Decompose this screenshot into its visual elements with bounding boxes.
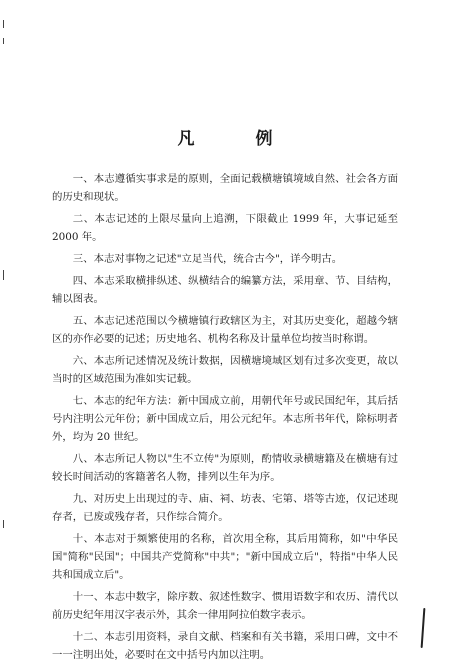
note-paragraph-9: 九、对历史上出现过的寺、庙、祠、坊表、宅第、塔等古迹，仅记述现存者，已废或残存者，只作综合简介。 [52, 493, 398, 523]
note-paragraph-8: 八、本志所记人物以"生不立传"为原则，酌情收录横塘籍及在横塘有过较长时间活动的客籍著名人物，排列以生年为序。 [52, 453, 398, 483]
scan-edge-line [421, 608, 426, 648]
scan-margin-mark [3, 520, 4, 528]
page-title: 凡 例 [177, 129, 295, 149]
note-paragraph-7: 七、本志的纪年方法：新中国成立前，用朝代年号或民国纪年，其后括号内注明公元年份；新中国成立后，用公元纪年。本志所书年代，除标明者外，均为 20 世纪。 [52, 395, 398, 443]
note-paragraph-5: 五、本志记述范围以今横塘镇行政辖区为主，对其历史变化，超越今辖区的亦作必要的记述；历史地名、机构名称及计量单位均按当时称谓。 [52, 315, 398, 345]
note-paragraph-6: 六、本志所记述情况及统计数据，因横塘境域区划有过多次变更，故以当时的区域范围为准如实记载。 [52, 355, 398, 385]
notes-body [52, 170, 398, 668]
note-paragraph-11: 十一、本志中数字，除序数、叙述性数字、惯用语数字和农历、清代以前历史纪年用汉字表示外，其余一律用阿拉伯数字表示。 [52, 591, 398, 621]
note-paragraph-1: 一、本志遵循实事求是的原则，全面记载横塘镇境域自然、社会各方面的历史和现状。 [52, 173, 398, 203]
note-paragraph-12: 十二、本志引用资料，录自文献、档案和有关书籍，采用口碑，文中不一一注明出处，必要时在文中括号内加以注明。 [52, 631, 398, 661]
scan-margin-mark [3, 270, 4, 280]
note-paragraph-2: 二、本志记述的上限尽量向上追溯，下限截止 1999 年，大事记延至 2000 年。 [52, 213, 398, 243]
note-paragraph-10: 十、本志对于频繁使用的名称，首次用全称，其后用简称，如"中华民国"简称"民国"；中国共产党简称"中共"；"新中国成立后"，特指"中华人民共和国成立后"。 [52, 533, 398, 581]
scan-margin-mark [3, 38, 4, 44]
note-paragraph-4: 四、本志采取横排纵述、纵横结合的编纂方法，采用章、节、目结构，辅以图表。 [52, 275, 398, 305]
note-paragraph-3: 三、本志对事物之记述"立足当代，统合古今"，详今明古。 [72, 253, 343, 265]
scan-margin-mark [3, 20, 4, 28]
